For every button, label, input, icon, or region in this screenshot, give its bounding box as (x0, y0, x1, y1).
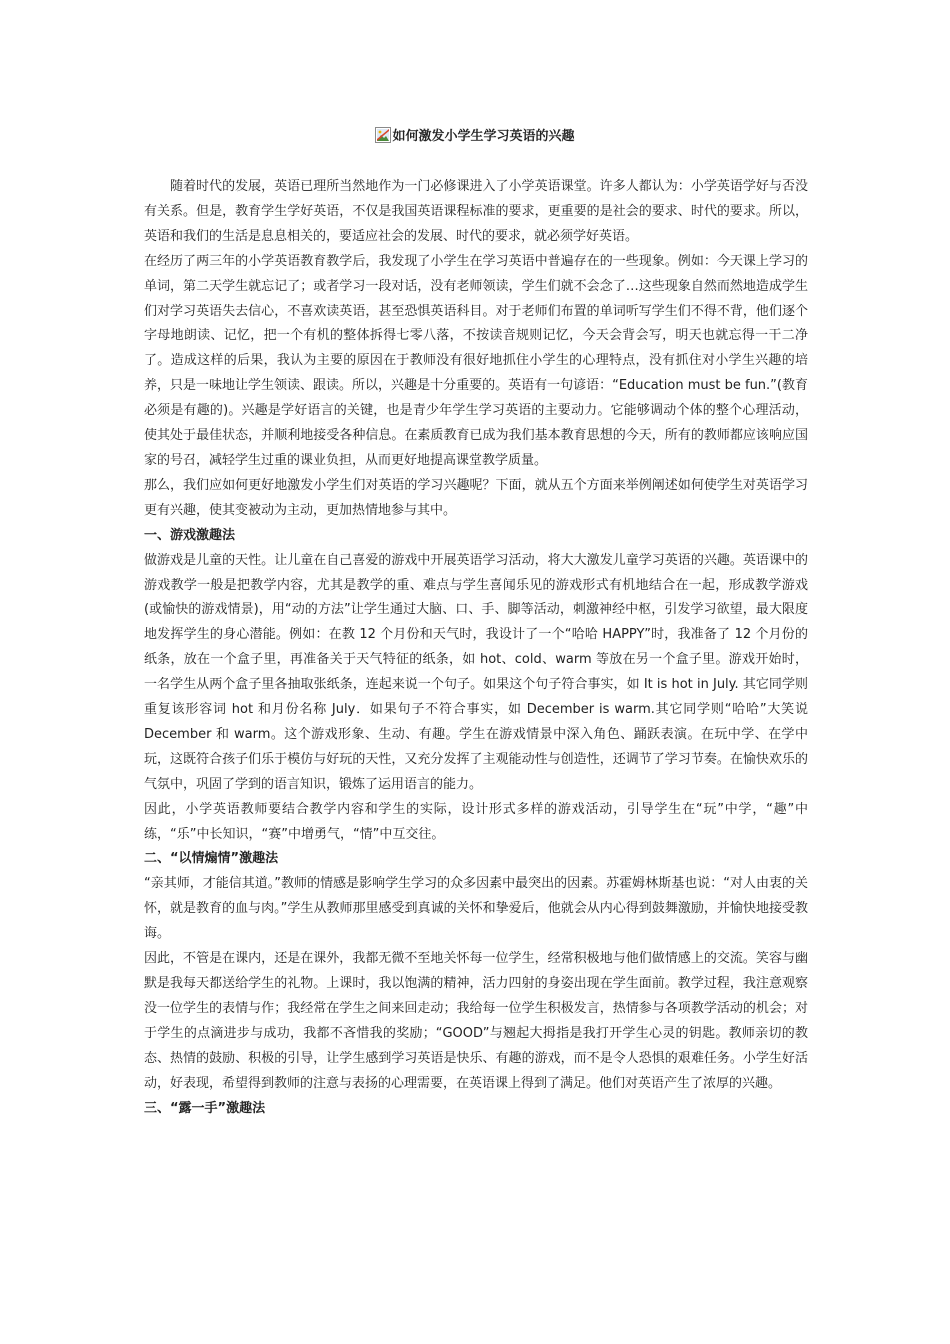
section2-paragraph-2: 因此，不管是在课内，还是在课外，我都无微不至地关怀每一位学生，经常积极地与他们做情感上的交流。笑容与幽默是我每天都送给学生的礼物。上课时，我以饱满的精神，活力四射的身姿出现在学生面前。教学过程，我注意观察没一位学生的表情与作；我经常在学生之间来回走动；我给每一位学生积极发言，热情参与各项教学活动的机会；对于学生的点滴进步与成功，我都不吝惜我的奖励；“GOOD”与翘起大拇指是我打开学生心灵的钥匙。教师亲切的教态、热情的鼓励、积极的引导，让学生感到学习英语是快乐、有趣的游戏，而不是令人恐惧的艰难任务。小学生好活动，好表现，希望得到教师的注意与表扬的心理需要，在英语课上得到了满足。他们对英语产生了浓厚的兴趣。 (144, 951, 808, 1091)
document-body (144, 175, 808, 1121)
intro-paragraph-1: 随着时代的发展，英语已理所当然地作为一门必修课进入了小学英语课堂。许多人都认为：小学英语学好与否没有关系。但是，教育学生学好英语，不仅是我国英语课程标准的要求，更重要的是社会的要求、时代的要求。所以，英语和我们的生活是息息相关的，要适应社会的发展、时代的要求，就必须学好英语。 (144, 179, 808, 244)
intro-paragraph-3: 那么，我们应如何更好地激发小学生们对英语的学习兴趣呢？下面，就从五个方面来举例阐述如何使学生对英语学习更有兴趣，使其变被动为主动，更加热情地参与其中。 (144, 477, 808, 518)
document-title-line (0, 127, 950, 147)
section1-paragraph-2: 因此，小学英语教师要结合教学内容和学生的实际，设计形式多样的游戏活动，引导学生在“玩”中学，“趣”中练，“乐”中长知识，“赛”中增勇气，“情”中互交往。 (144, 801, 808, 842)
document-title: 如何激发小学生学习英语的兴趣 (392, 129, 575, 144)
intro-paragraph-2: 在经历了两三年的小学英语教育教学后，我发现了小学生在学习英语中普遍存在的一些现象。例如：今天课上学习的单词，第二天学生就忘记了；或者学习一段对话，没有老师领读，学生们就不会念了…这些现象自然而然地造成学生们对学习英语失去信心，不喜欢读英语，甚至恐惧英语科目。对于老师们布置的单词听写学生们不得不背，他们逐个字母地朗读、记忆，把一个有机的整体拆得七零八落，不按读音规则记忆，今天会背会写，明天也就忘得一干二净了。造成这样的后果，我认为主要的原因在于教师没有很好地抓住小学生的心理特点，没有抓住对小学生兴趣的培养，只是一味地让学生领读、跟读。所以，兴趣是十分重要的。英语有一句谚语：“Education must be fun.”(教育必须是有趣的)。兴趣是学好语言的关键，也是青少年学生学习英语的主要动力。它能够调动个体的整个心理活动，使其处于最佳状态，并顺利地接受各种信息。在素质教育已成为我们基本教育思想的今天，所有的教师都应该响应国家的号召，减轻学生过重的课业负担，从而更好地提高课堂教学质量。 (144, 253, 808, 468)
broken-image-icon (375, 127, 391, 143)
section-heading-games: 一、游戏激趣法 (144, 527, 236, 543)
section2-paragraph-1: “亲其师，才能信其道。”教师的情感是影响学生学习的众多因素中最突出的因素。苏霍姆林斯基也说：“对人由衷的关怀，就是教育的血与肉。”学生从教师那里感受到真诚的关怀和挚爱后，他就会从内心得到鼓舞激励，并愉快地接受教诲。 (144, 876, 808, 942)
section-heading-showcase: 三、“露一手”激趣法 (144, 1100, 266, 1116)
section1-paragraph-1: 做游戏是儿童的天性。让儿童在自己喜爱的游戏中开展英语学习活动，将大大激发儿童学习英语的兴趣。英语课中的游戏教学一般是把教学内容，尤其是教学的重、难点与学生喜闻乐见的游戏形式有机地结合在一起，形成教学游戏(或愉快的游戏情景)，用“动的方法”让学生通过大脑、口、手、脚等活动，刺激神经中枢，引发学习欲望，最大限度地发挥学生的身心潜能。例如：在教 12 个月份和天气时，我设计了一个“哈哈 HAPPY”时，我准备了 12 个月份的纸条，放在一个盒子里，再准备关于天气特征的纸条，如 hot、cold、warm 等放在另一个盒子里。游戏开始时，一名学生从两个盒子里各抽取张纸条，连起来说一个句子。如果这个句子符合事实，如 It is hot in July. 其它同学则重复该形容词 hot 和月份名称 July．如果句子不符合事实，如 December is warm.其它同学则“哈哈”大笑说 December 和 warm。这个游戏形象、生动、有趣。学生在游戏情景中深入角色、踊跃表演。在玩中学、在学中玩，这既符合孩子们乐于模仿与好玩的天性，又充分发挥了主观能动性与创造性，还调节了学习节奏。在愉快欢乐的气氛中，巩固了学到的语言知识，锻炼了运用语言的能力。 (144, 552, 808, 792)
section-heading-emotion: 二、“以情煽情”激趣法 (144, 851, 279, 867)
